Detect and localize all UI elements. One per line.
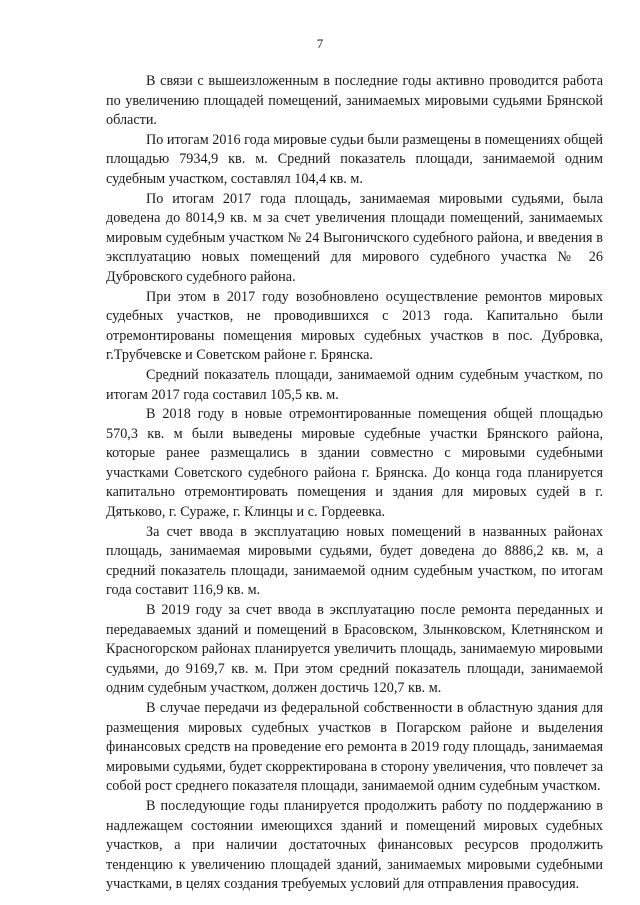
paragraph-8: В 2019 году за счет ввода в эксплуатацию после ремонта переданных и передаваемых зданий и помещений в Брасовском, Злынковском, Клетнянском и Красногорском районах планируется увеличить площадь, занимаемую мировыми судьями, до 9169,7 кв. м. При этом средний показатель площади, занимаемой одним судебным участком, должен достичь 120,7 кв. м. [106, 602, 603, 697]
paragraph-7: За счет ввода в эксплуатацию новых помещений в названных районах площадь, занимаемая мировыми судьями, будет доведена до 8886,2 кв. м, а средний показатель площади, занимаемой одним судебным участком, по итогам года составит 116,9 кв. м. [106, 523, 603, 599]
paragraph-4: При этом в 2017 году возобновлено осуществление ремонтов мировых судебных участков, не проводившихся с 2013 года. Капитально были отремонтированы помещения мировых судебных участков в пос. Дубровка, г.Трубчевске и Советском районе г. Брянска. [106, 288, 603, 364]
paragraph-1: В связи с вышеизложенным в последние годы активно проводится работа по увеличению площадей помещений, занимаемых мировыми судьями Брянской области. [106, 73, 603, 129]
paragraph-3: По итогам 2017 года площадь, занимаемая мировыми судьями, была доведена до 8014,9 кв. м за счет увеличения площади помещений, занимаемых мировым судебным участком № 24 Выгоничского судебного района, и введения в эксплуатацию новых помещений для мирового судебного участка № 26 Дубровского судебного района. [106, 190, 603, 285]
page-number: 7 [316, 36, 324, 51]
paragraph-6: В 2018 году в новые отремонтированные помещения общей площадью 570,3 кв. м были выведены мировые судебные участки Брянского района, которые ранее размещались в здании совместно с мировыми судебными участками Советского судебного района г. Брянска. До конца года планируется капитально отремонтировать помещения и здания для мировых судей в г. Дятьково, г. Сураже, г. Клинцы и с. Гордеевка. [106, 406, 603, 521]
paragraph-9: В случае передачи из федеральной собственности в областную здания для размещения мировых судебных участков в Погарском районе и выделения финансовых средств на проведение его ремонта в 2019 году площадь, занимаемая мировыми судьями, будет скорректирована в сторону увеличения, что повлечет за собой рост среднего показателя площади, занимаемой одним судебным участком. [106, 700, 603, 795]
paragraph-2: По итогам 2016 года мировые судьи были размещены в помещениях общей площадью 7934,9 кв. м. Средний показатель площади, занимаемой одним судебным участком, составлял 104,4 кв. м. [106, 131, 603, 187]
paragraph-5: Средний показатель площади, занимаемой одним судебным участком, по итогам 2017 года составил 105,5 кв. м. [106, 366, 603, 403]
document-body [106, 72, 603, 895]
paragraph-10: В последующие годы планируется продолжить работу по поддержанию в надлежащем состоянии имеющихся зданий и помещений мировых судебных участков, а при наличии достаточных финансовых ресурсов продолжить тенденцию к увеличению площадей зданий, занимаемых мировыми судебными участками, в целях создания требуемых условий для отправления правосудия. [106, 797, 603, 893]
